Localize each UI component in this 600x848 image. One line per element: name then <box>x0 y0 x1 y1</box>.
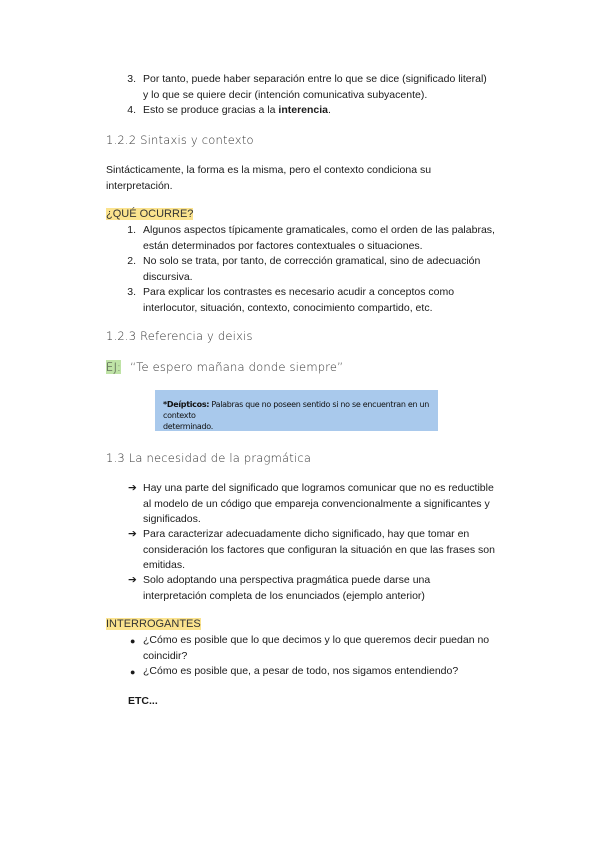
list-number: 3. <box>127 286 136 298</box>
list-text-line: emitidas. <box>143 559 186 571</box>
callout-text-line: determinado. <box>163 422 213 431</box>
arrow-bullet-icon: ➔ <box>128 574 137 586</box>
list-text-line: coincidir? <box>143 649 188 662</box>
section-heading-1-2-2: 1.2.2 Sintaxis y contexto <box>106 133 254 147</box>
bullet-dot-icon: ● <box>130 667 136 677</box>
list-text-line: están determinados por factores contextuales o situaciones. <box>143 239 423 252</box>
list-text-line: ¿Cómo es posible que lo que decimos y lo que queremos decir puedan no <box>143 634 490 646</box>
list-number: 1. <box>127 224 136 236</box>
list-text-line: No solo se trata, por tanto, de corrección gramatical, sino de adecuación <box>143 255 481 267</box>
highlighted-label: INTERROGANTES <box>106 618 201 630</box>
list-text-line: Para explicar los contrastes es necesario acudir a conceptos como <box>143 286 455 298</box>
list-text-line: al modelo de un código que empareja convencionalmente a significantes y <box>143 497 490 510</box>
list-number: 2. <box>127 255 136 267</box>
highlighted-label: ¿QUÉ OCURRE? <box>106 208 194 220</box>
list-text-line: interpretación completa de los enunciados (ejemplo anterior) <box>143 589 425 602</box>
list-text <box>143 103 331 119</box>
list-text-line: Solo adoptando una perspectiva pragmática puede darse una <box>143 574 431 586</box>
list-text-plain: Esto se produce gracias a la <box>143 104 279 116</box>
example-line <box>106 360 343 377</box>
list-text-line: significados. <box>143 513 201 525</box>
list-text-line: Por tanto, puede haber separación entre lo que se dice (significado literal) <box>143 73 487 85</box>
list-text-line: y lo que se quiere decir (intención comunicativa subyacente). <box>143 88 428 101</box>
list-text-bold: interencia <box>278 104 329 116</box>
callout-text-line: Palabras que no poseen sentido si no se encuentran en un contexto <box>163 400 430 420</box>
list-number: 3. <box>127 73 136 85</box>
example-quote: “Te espero mañana donde siempre” <box>130 360 344 374</box>
example-label: EJ: <box>106 360 122 374</box>
section-heading-1-2-3: 1.2.3 Referencia y deixis <box>106 329 253 343</box>
list-text-line: Hay una parte del significado que logramos comunicar que no es reductible <box>143 482 494 494</box>
etc-text: ETC... <box>128 695 158 707</box>
arrow-bullet-icon: ➔ <box>128 528 137 540</box>
paragraph-line: Sintácticamente, la forma es la misma, pero el contexto condiciona su <box>106 164 432 176</box>
arrow-bullet-icon: ➔ <box>128 482 137 494</box>
list-text-line: discursiva. <box>143 270 193 283</box>
list-number: 4. <box>127 104 136 116</box>
paragraph-line: interpretación. <box>106 179 173 192</box>
interrogantes-label <box>106 617 201 633</box>
section-heading-1-3: 1.3 La necesidad de la pragmática <box>106 451 312 465</box>
bullet-dot-icon: ● <box>130 636 136 646</box>
list-text-line: Para caracterizar adecuadamente dicho significado, hay que tomar en <box>143 528 470 540</box>
list-text-line: interlocutor, situación, contexto, conocimiento compartido, etc. <box>143 301 433 314</box>
callout-term: *Deípticos: <box>163 400 210 409</box>
list-text-line: Algunos aspectos típicamente gramaticales, como el orden de las palabras, <box>143 224 495 236</box>
list-text-end: . <box>328 104 331 116</box>
list-text-line: ¿Cómo es posible que, a pesar de todo, nos sigamos entendiendo? <box>143 665 459 677</box>
deicticos-callout-box <box>155 390 438 431</box>
list-text-line: consideración los factores que configuran la situación en que las frases son <box>143 543 495 556</box>
que-ocurre-label <box>106 207 193 223</box>
